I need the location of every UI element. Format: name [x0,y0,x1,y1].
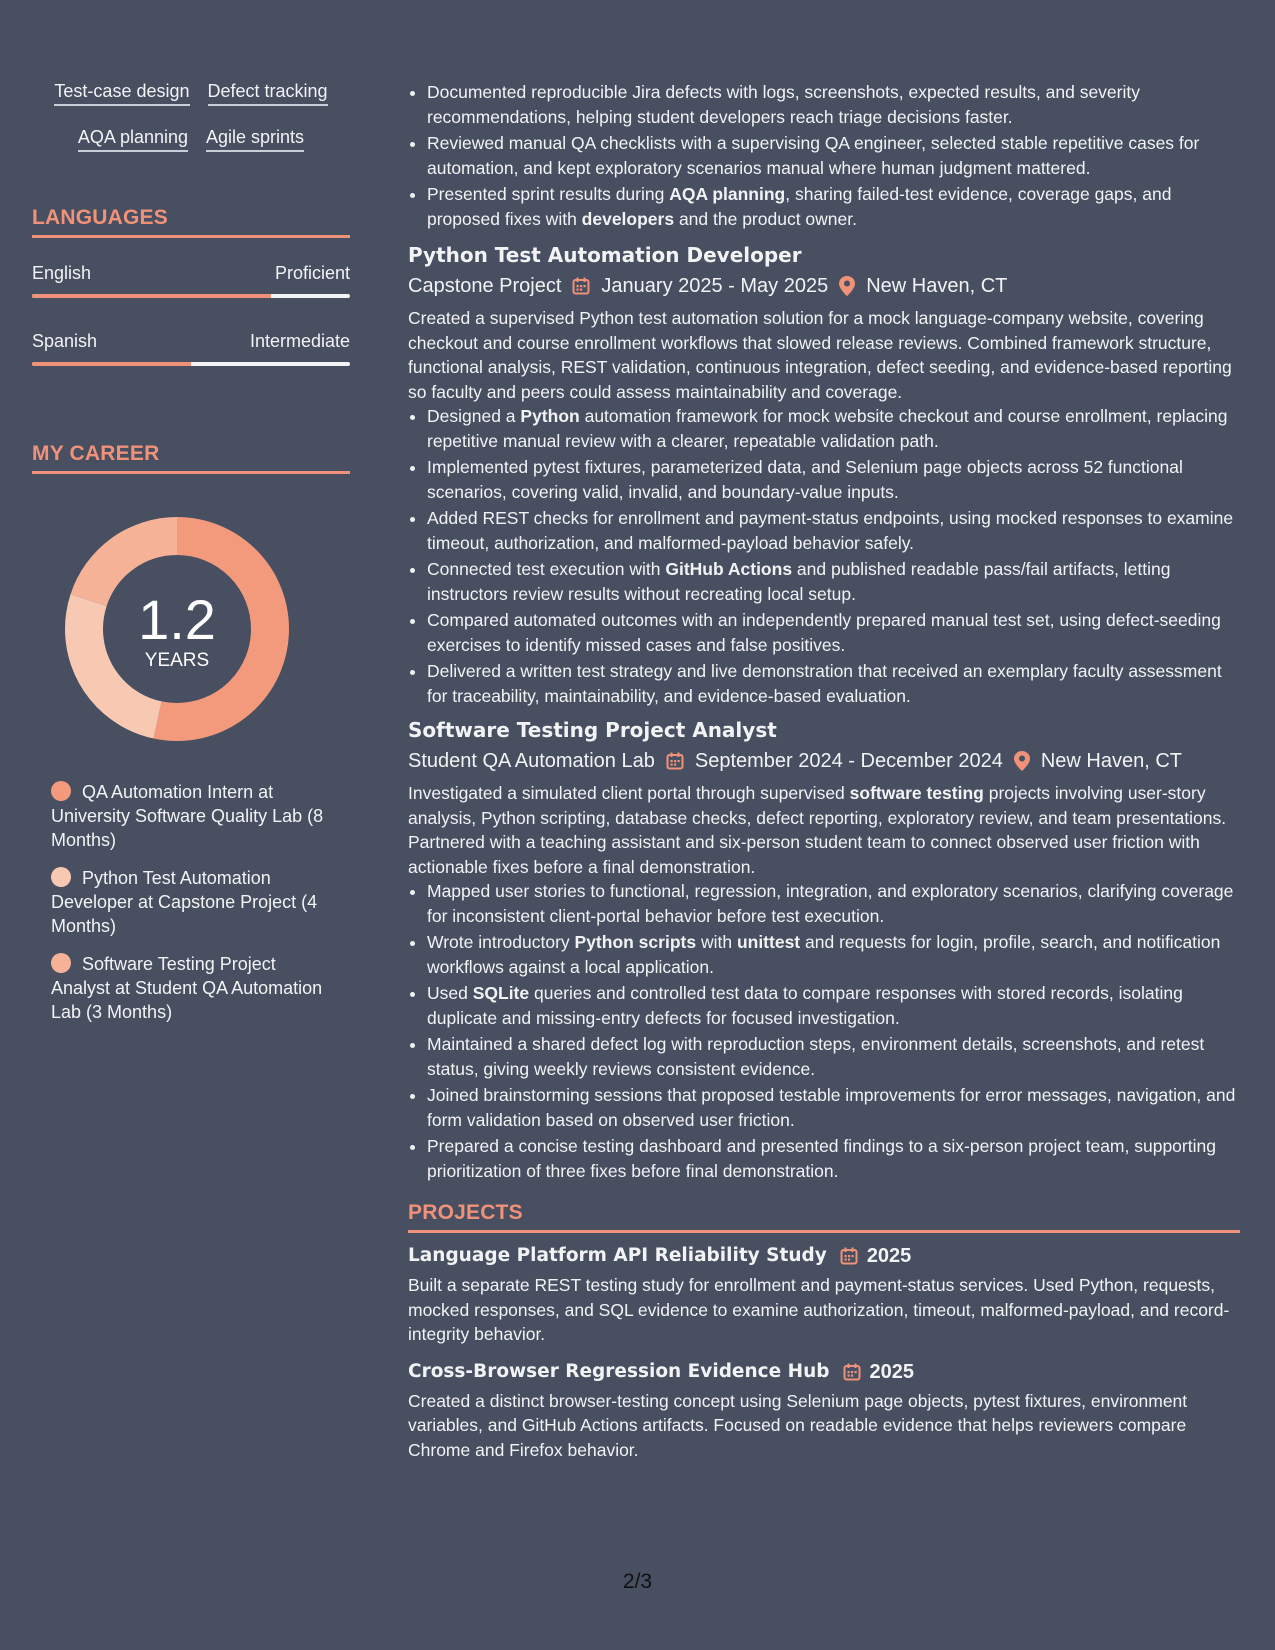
location-pin-icon [838,275,856,297]
language-level: Proficient [274,263,350,283]
previous-job-bullets [408,80,1240,231]
job-company: Student QA Automation Lab [408,750,655,772]
career-heading: MY CAREER [32,442,350,474]
career-unit: YEARS [144,650,210,671]
bullet-item: • Implemented pytest fixtures, parameterized data, and Selenium page objects across 52 functional scenarios, covering valid, invalid, and boundary-value inputs. [427,455,1240,504]
bullet-item: • Joined brainstorming sessions that proposed testable improvements for error messages, navigation, and form validation based on observed user friction. [427,1083,1240,1132]
skills-list [32,80,350,172]
career-legend-item [51,780,331,852]
legend-label: Software Testing Project Analyst at Student QA Automation Lab (3 Months) [51,954,323,1022]
project-entry [408,1359,1240,1463]
language-item [32,262,350,298]
project-title-row [408,1243,1240,1269]
bullet-item: • Added REST checks for enrollment and payment-status endpoints, using mocked responses to examine timeout, authorization, and malformed-payload behavior safely. [427,506,1240,555]
bullet-item: • Prepared a concise testing dashboard and presented findings to a six-person project team, supporting prioritization of three fixes before final demonstration. [427,1134,1240,1183]
bullet-item: • Delivered a written test strategy and live demonstration that received an exemplary faculty assessment for traceability, maintainability, and evidence-based evaluation. [427,659,1240,708]
language-level-bar [32,294,350,298]
job-meta [408,272,1240,300]
job-company: Capstone Project [408,275,562,297]
language-item [32,330,350,366]
language-level-bar [32,362,350,366]
job-title: Software Testing Project Analyst [408,718,777,742]
main-content [408,80,1240,1462]
legend-label: Python Test Automation Developer at Capstone Project (4 Months) [51,868,318,936]
bullet-item: • Designed a Python automation framework for mock website checkout and course enrollment, replacing repetitive manual review with a clearer, repeatable validation path. [427,404,1240,453]
job-dates: September 2024 - December 2024 [694,750,1003,772]
page-number: 2/3 [622,1570,653,1593]
project-title: Language Platform API Reliability Study [408,1245,827,1266]
job-title: Python Test Automation Developer [408,243,802,267]
language-name: English [32,263,92,283]
skill-tag: Agile sprints [206,126,304,152]
project-entry [408,1243,1240,1347]
sidebar [32,80,350,1038]
bullet-item: • Mapped user stories to functional, regression, integration, and exploratory scenarios, clarifying coverage for inconsistent client-portal behavior before test execution. [427,879,1240,928]
bullet-item: • Maintained a shared defect log with reproduction steps, environment details, screenshots, and retest status, giving weekly reviews consistent evidence. [427,1032,1240,1081]
bullet-item: • Compared automated outcomes with an independently prepared manual test set, using defect-seeding exercises to identify missed cases and false positives. [427,608,1240,657]
calendar-icon [571,276,591,296]
language-level: Intermediate [249,331,350,351]
legend-dot [51,953,71,973]
project-title-row [408,1359,1240,1385]
career-legend [51,780,331,1024]
job-entry [408,241,1240,708]
project-year: 2025 [866,1245,912,1267]
skill-tag: Test-case design [54,80,189,106]
job-bullets [408,404,1240,708]
project-title: Cross-Browser Regression Evidence Hub [408,1360,830,1382]
career-legend-item [51,866,331,938]
career-legend-item [51,952,331,1024]
legend-dot [51,867,71,887]
job-description: Investigated a simulated client portal through supervised software testing projects involving user-story analysis, Python scripting, database checks, defect reporting, exploratory review, and team presentations. Partnered with a teaching assistant and six-person student team to connect observed user friction with actionable fixes before a final demonstration. [408,783,1227,877]
bullet-item: • Wrote introductory Python scripts with unittest and requests for login, profile, search, and notification workflows against a local application. [427,930,1240,979]
career-donut-chart [62,514,292,744]
languages-heading: LANGUAGES [32,206,350,238]
job-location: New Haven, CT [1040,750,1182,772]
language-name: Spanish [32,331,98,351]
job-dates: January 2025 - May 2025 [601,275,829,297]
bullet-item: • Used SQLite queries and controlled test data to compare responses with stored records, isolating duplicate and missing-entry defects for focused investigation. [427,981,1240,1030]
legend-label: QA Automation Intern at University Software Quality Lab (8 Months) [51,782,324,850]
calendar-icon [665,751,685,771]
bullet-item: • Reviewed manual QA checklists with a supervising QA engineer, selected stable repetitive cases for automation, and kept exploratory scenarios manual where human judgment mattered. [427,131,1240,180]
bullet-item: • Presented sprint results during AQA planning, sharing failed-test evidence, coverage gaps, and proposed fixes with developers and the product owner. [427,182,1240,231]
calendar-icon [842,1362,862,1382]
skill-tag: AQA planning [78,126,188,152]
projects-heading: PROJECTS [408,1201,1240,1233]
legend-dot [51,781,71,801]
calendar-icon [839,1246,859,1266]
location-pin-icon [1013,750,1031,772]
skill-tag: Defect tracking [208,80,328,106]
project-description: Built a separate REST testing study for enrollment and payment-status services. Used Python, requests, mocked responses, and SQL evidence to examine authorization, timeout, malformed-payload, and record-integrity behavior. [408,1275,1230,1344]
career-total: 1.2 [138,588,216,651]
job-meta [408,747,1240,775]
project-description: Created a distinct browser-testing concept using Selenium page objects, pytest fixtures, environment variables, and GitHub Actions artifacts. Focused on readable evidence that helps reviewers compare Chrome and Firefox behavior. [408,1390,1188,1460]
bullet-item: • Connected test execution with GitHub Actions and published readable pass/fail artifacts, letting instructors review results without recreating local setup. [427,557,1240,606]
job-entry [408,716,1240,1183]
bullet-item: • Documented reproducible Jira defects with logs, screenshots, expected results, and severity recommendations, helping student developers reach triage decisions faster. [427,80,1240,129]
job-bullets [408,879,1240,1183]
job-description: Created a supervised Python test automation solution for a mock language-company website, covering checkout and course enrollment workflows that slowed release reviews. Combined framework structure, functional analysis, REST validation, continuous integration, defect seeding, and evidence-based reporting so faculty and peers could assess maintainability and coverage. [408,308,1232,402]
job-location: New Haven, CT [866,275,1008,297]
project-year: 2025 [869,1360,914,1383]
